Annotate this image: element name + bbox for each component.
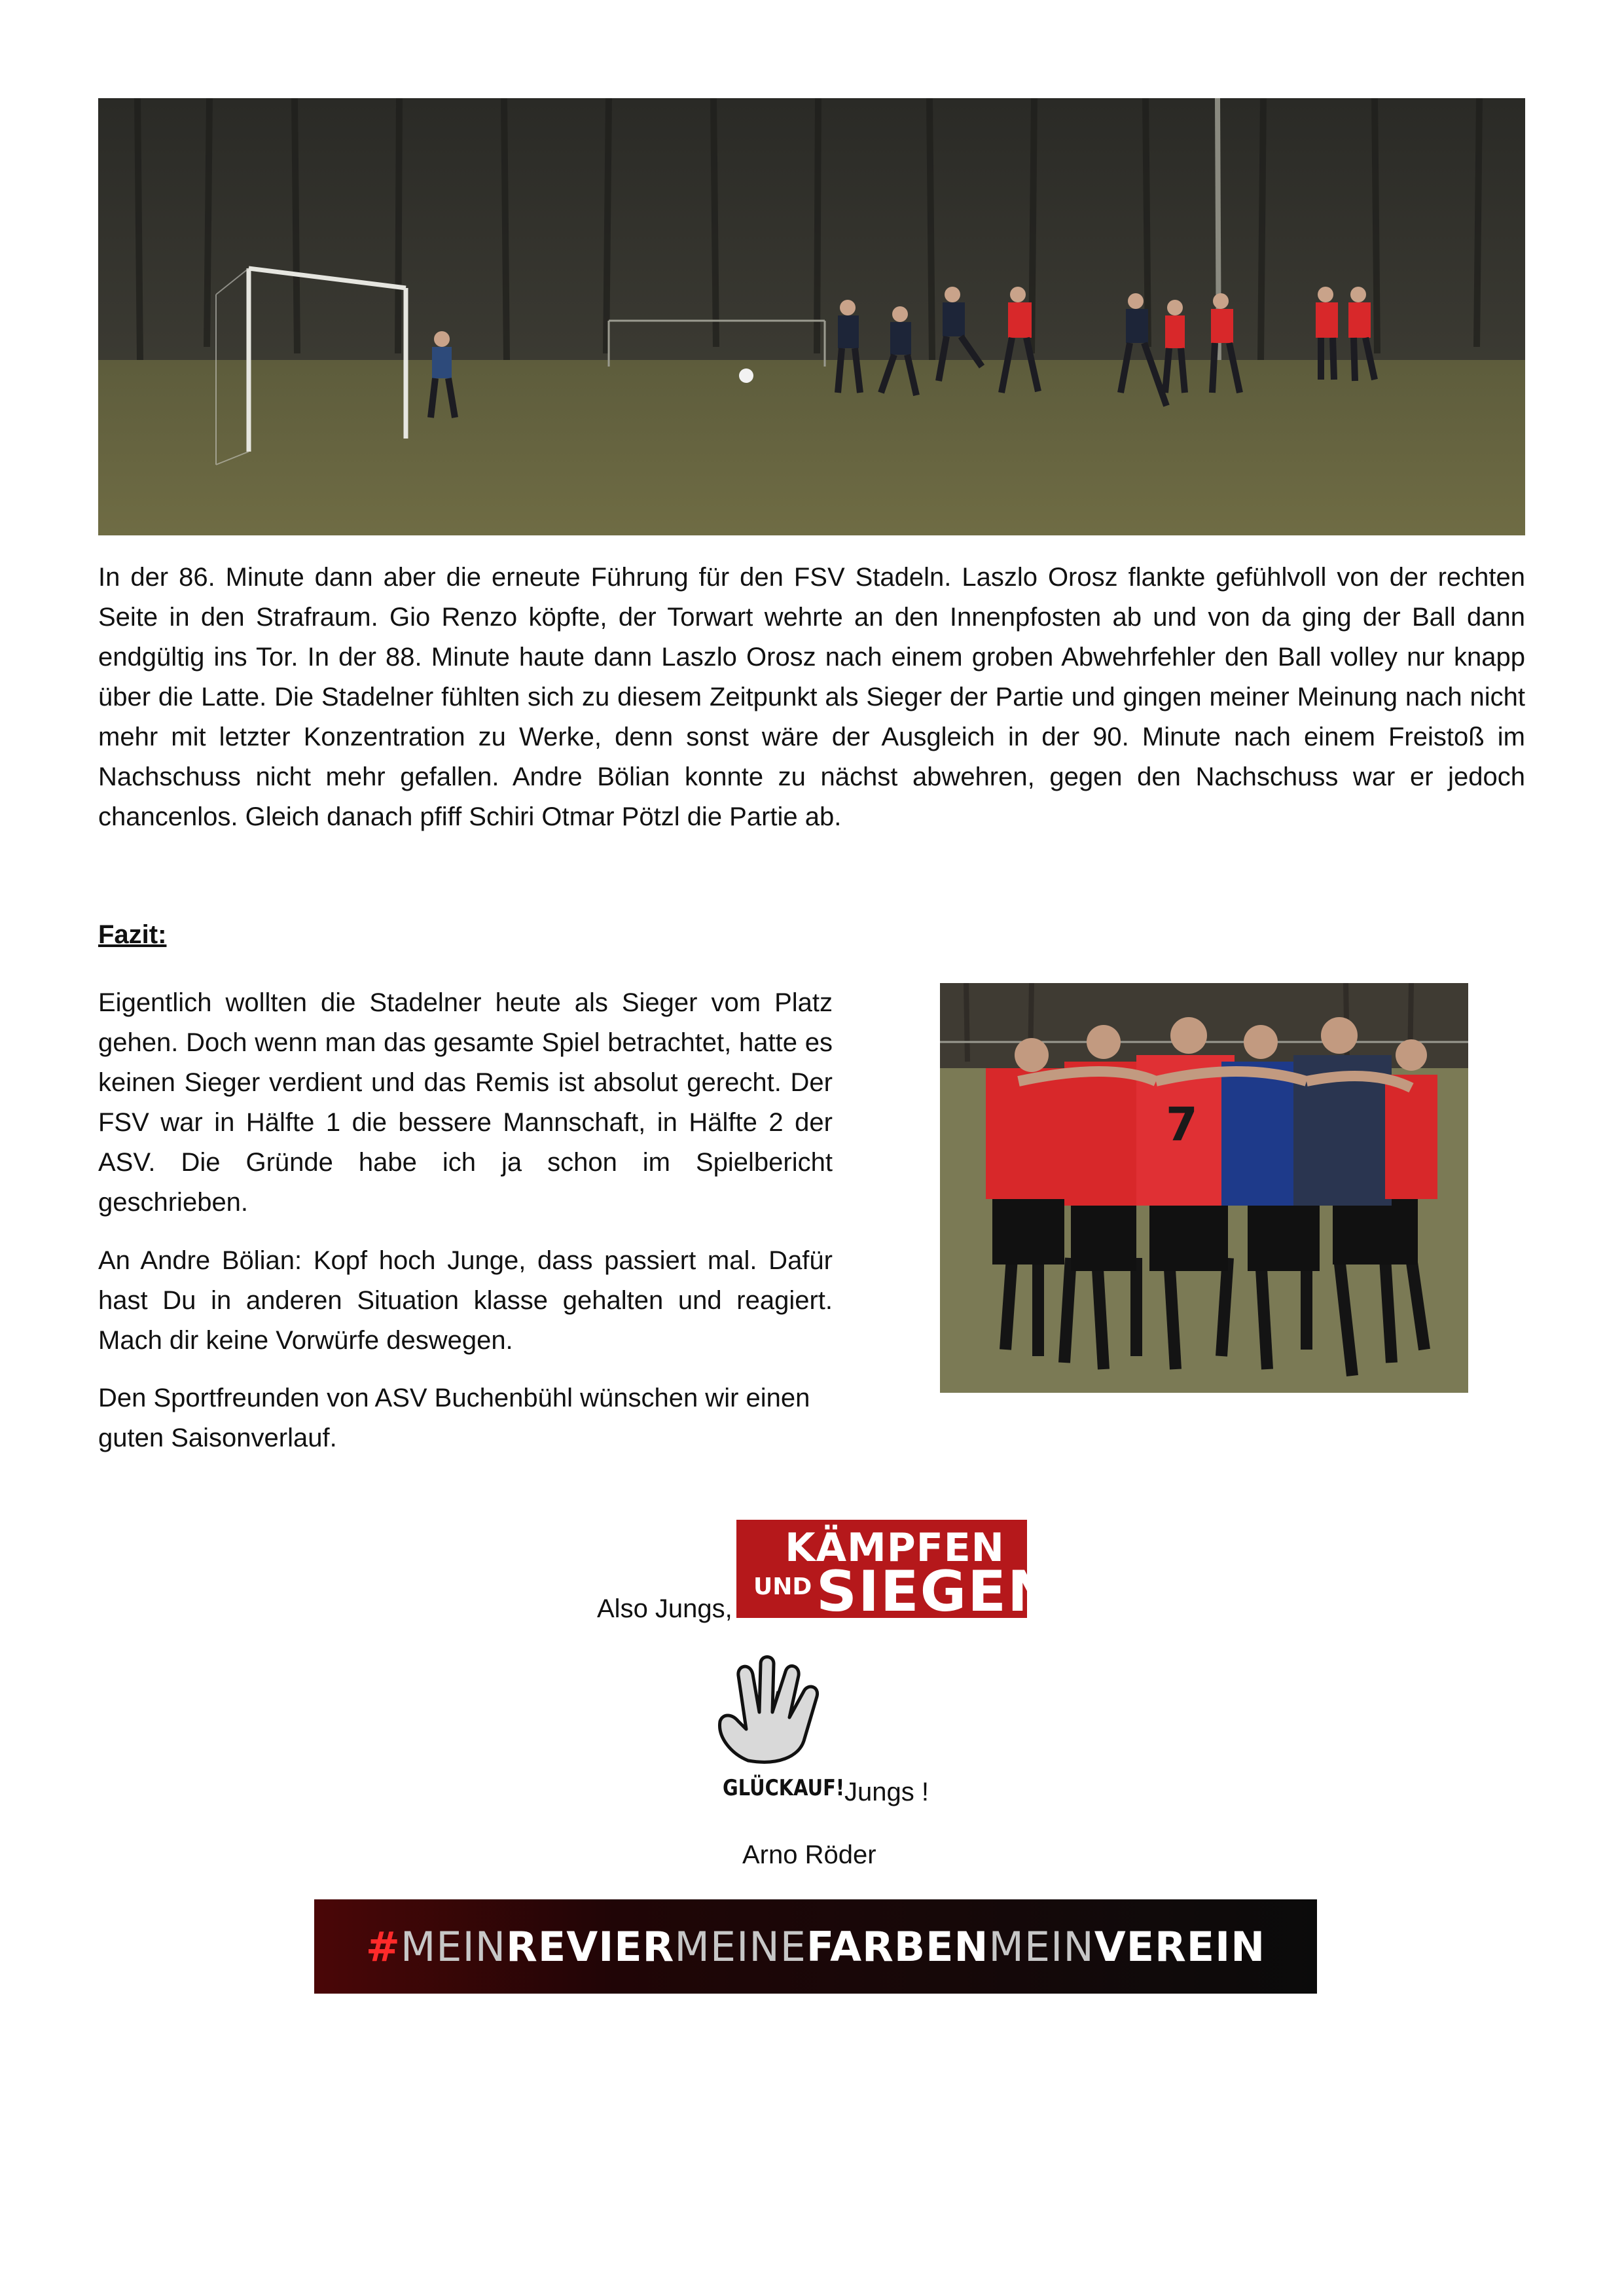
badge-line-1: KÄMPFEN	[785, 1525, 1005, 1571]
banner-word-verein: VEREIN	[1094, 1922, 1266, 1971]
vulcan-salute-hand-icon	[712, 1649, 830, 1770]
fazit-paragraph-1: Eigentlich wollten die Stadelner heute als Sieger vom Platz gehen. Doch wenn man das gesamte Spiel betrachtet, hatte es keinen Sieger verdient und das Remis ist absolut gerecht. Der FSV war in Hälfte 1 die bessere Mannschaft, in Hälfte 2 der ASV. Die Gründe habe ich ja schon im Spielbericht geschrieben.	[98, 988, 833, 1217]
fazit-paragraph-2: An Andre Bölian: Kopf hoch Junge, dass passiert mal. Dafür hast Du in anderen Situation klasse gehalten und reagiert. Mach dir keine Vorwürfe deswegen.	[98, 1246, 833, 1355]
banner-word-mein-2: MEIN	[988, 1922, 1094, 1971]
huddle-photo-scene	[940, 983, 1468, 1393]
match-report-paragraph: In der 86. Minute dann aber die erneute Führung für den FSV Stadeln. Laszlo Orosz flankte gefühlvoll von der rechten Seite in den Strafraum. Gio Renzo köpfte, der Torwart wehrte an den Innenpfosten ab und von da ging der Ball dann endgültig ins Tor. In der 88. Minute haute dann Laszlo Orosz nach einem groben Abwehrfehler den Ball volley nur knapp über die Latte. Die Stadelner fühlten sich zu diesem Zeitpunkt als Sieger der Partie und gingen meiner Meinung nach nicht mehr mit letzter Konzentration zu Werke, denn sonst wäre der Ausgleich in der 90. Minute nach einem Freistoß im Nachschuss nicht mehr gefallen. Andre Bölian konnte zu nächst abwehren, gegen den Nachschuss war er jedoch chancenlos. Gleich danach pfiff Schiri Otmar Pötzl die Partie ab.	[98, 563, 1525, 831]
author-name: Arno Röder	[742, 1840, 876, 1869]
svg-text:7: 7	[1166, 1098, 1198, 1151]
kaempfen-und-siegen-badge	[736, 1520, 1056, 1624]
fazit-heading: Fazit:	[98, 920, 167, 949]
banner-word-farben: FARBEN	[806, 1922, 989, 1971]
closing-also-jungs: Also Jungs,	[597, 1594, 732, 1623]
closing-jungs: Jungs !	[844, 1778, 929, 1806]
hashtag-banner	[314, 1899, 1317, 1994]
banner-word-revier: REVIER	[506, 1922, 675, 1971]
banner-hash: #	[365, 1922, 401, 1971]
fazit-paragraph-3: Den Sportfreunden von ASV Buchenbühl wünschen wir einen guten Saisonverlauf.	[98, 1384, 810, 1452]
glueckauf-label: GLÜCKAUF!	[723, 1775, 845, 1801]
match-photo	[98, 98, 1525, 535]
badge-line-2-siegen: SIEGEN	[816, 1559, 1056, 1624]
banner-word-meine: MEINE	[674, 1922, 806, 1971]
banner-word-mein: MEIN	[400, 1922, 507, 1971]
huddle-photo	[940, 983, 1468, 1393]
match-photo-scene	[98, 98, 1525, 535]
badge-line-2-und: UND	[753, 1573, 812, 1600]
